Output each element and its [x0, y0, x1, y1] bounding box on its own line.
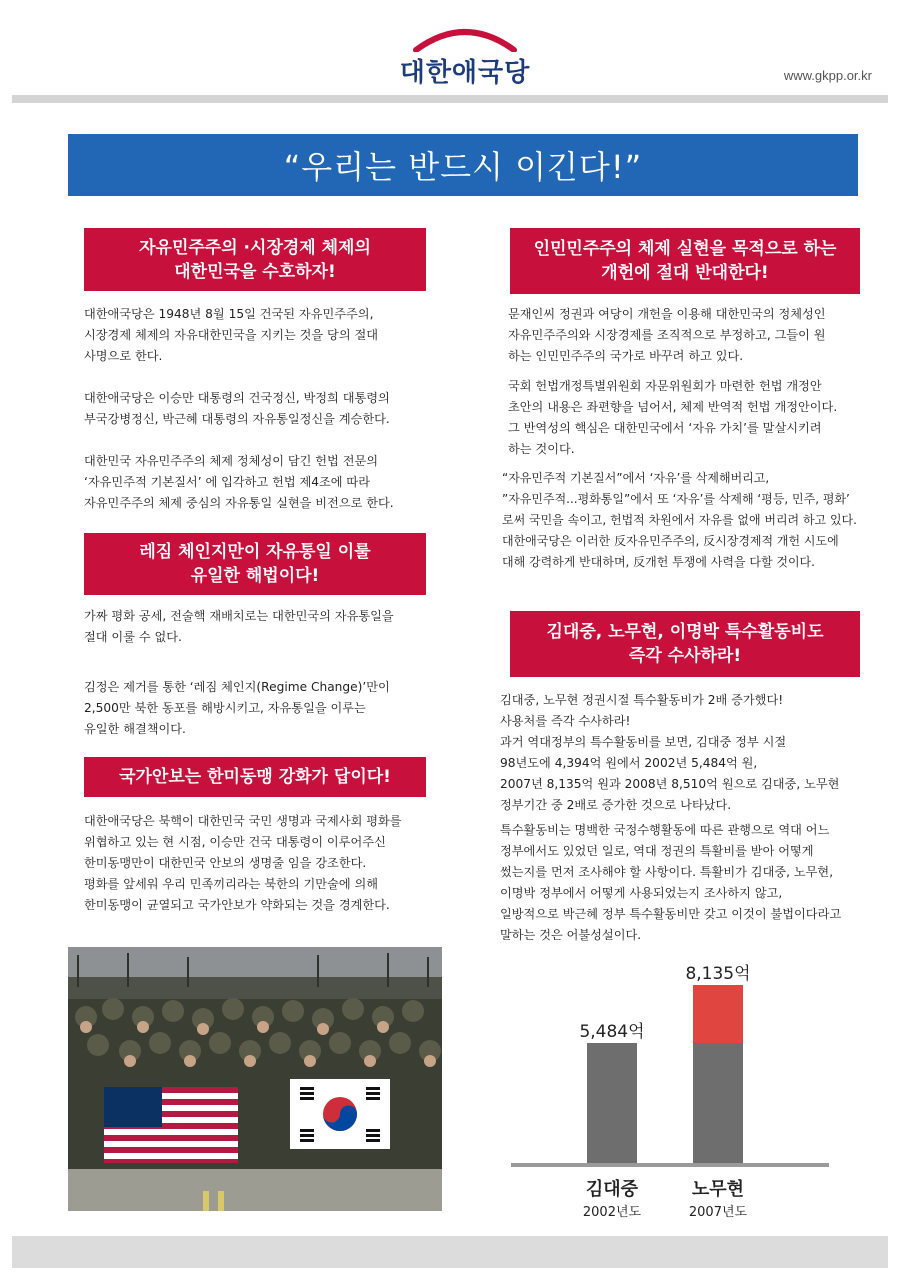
text-line: 이명박 정부에서 어떻게 사용되었는지 조사하지 않고,: [500, 886, 783, 900]
text-line: 98년도에 4,394억 원에서 2002년 5,484억 원,: [500, 756, 758, 770]
text-line: 하는 인민민주주의 국가로 바꾸려 하고 있다.: [508, 349, 744, 363]
text-line: 말하는 것은 어불성설이다.: [500, 928, 642, 942]
section-head-line: 자유민주주의 ·시장경제 체제의: [139, 237, 371, 258]
section-head-line: 레짐 체인지만이 자유통일 이룰: [139, 542, 371, 562]
text-line: 한미동맹이 균열되고 국가안보가 약화되는 것을 경계한다.: [84, 898, 390, 912]
text-line: 사명으로 한다.: [84, 349, 163, 363]
text-line: 2,500만 북한 동포를 해방시키고, 자유통일을 이루는: [84, 701, 366, 715]
paragraph: [500, 690, 839, 816]
text-line: 자유민주주의 체제 중심의 자유통일 실현을 비전으로 한다.: [84, 496, 394, 510]
text-line: 자유민주주의와 시장경제를 조직적으로 부정하고, 그들이 원: [508, 328, 826, 342]
text-line: 문재인씨 정권과 여당이 개헌을 이용해 대한민국의 정체성인: [508, 307, 826, 321]
paragraph: [500, 820, 841, 946]
category-label: 노무현: [691, 1179, 745, 1200]
text-line: 대한애국당은 북핵이 대한민국 국민 생명과 국제사회 평화를: [84, 814, 402, 828]
section-head-line: 인민민주주의 체제 실현을 목적으로 하는: [533, 239, 837, 259]
text-line: ‘자유민주적 기본질서’ 에 입각하고 헌법 제4조에 따라: [84, 475, 370, 489]
header-divider: [12, 95, 888, 103]
korea-flag-icon: [290, 1079, 390, 1149]
bar-increase-1: [693, 985, 743, 1043]
x-axis-line: [511, 1163, 829, 1167]
text-line: 정부기간 중 2배로 증가한 것으로 나타났다.: [500, 798, 732, 812]
bar-0: [587, 1043, 637, 1163]
soldiers-flags-photo: [68, 947, 442, 1211]
text-line: 정부에서도 있었던 일로, 역대 정권의 특활비를 받아 어떻게: [500, 844, 814, 858]
paragraph: [84, 388, 390, 430]
text-line: 과거 역대정부의 특수활동비를 보면, 김대중 정부 시절: [500, 735, 787, 749]
text-line: “자유민주적 기본질서”에서 ‘자유’를 삭제해버리고,: [502, 471, 770, 485]
photo-illustration: [68, 947, 442, 1211]
slogan-title: “우리는 반드시 이긴다!”: [283, 148, 643, 186]
section-head-line: 김대중, 노무현, 이명박 특수활동비도: [546, 622, 824, 642]
bar-value-label: 8,135억: [685, 964, 751, 984]
text-line: 대한애국당은 이승만 대통령의 건국정신, 박정희 대통령의: [84, 391, 390, 405]
logo-arc-icon: [412, 22, 518, 52]
section-head-liberal-democracy: [84, 228, 426, 291]
paragraph: [84, 451, 394, 514]
text-line: 절대 이룰 수 없다.: [84, 630, 182, 644]
text-line: 대한민국 자유민주주의 체제 정체성이 담긴 헌법 전문의: [84, 454, 379, 468]
text-line: 시장경제 체제의 자유대한민국을 지키는 것을 당의 절대: [84, 328, 379, 342]
footer-bar: [12, 1236, 888, 1268]
section-head-alliance: [84, 757, 426, 797]
section-head-line: 즉각 수사하라!: [628, 646, 742, 666]
logo-text: 대한애국당: [399, 58, 531, 88]
category-year-label: 2007년도: [688, 1205, 748, 1220]
text-line: 하는 것이다.: [508, 442, 575, 456]
section-head-line: 국가안보는 한미동맹 강화가 답이다!: [119, 767, 391, 787]
text-line: 한미동맹만이 대한민국 안보의 생명줄 임을 강조한다.: [84, 856, 367, 870]
text-line: 김정은 제거를 통한 ‘레짐 체인지(Regime Change)’만이: [84, 680, 390, 694]
section-head-line: 유일한 해법이다!: [190, 566, 320, 586]
paragraph: [84, 811, 402, 916]
section-head-regime-change: [84, 533, 426, 595]
text-line: 대한애국당은 1948년 8월 15일 건국된 자유민주주의,: [84, 307, 374, 321]
section-head-special-funds: [510, 611, 860, 677]
text-line: 부국강병정신, 박근혜 대통령의 자유통일정신을 계승한다.: [84, 412, 390, 426]
text-line: 일방적으로 박근혜 정부 특수활동비만 갖고 이것이 불법이다라고: [500, 907, 842, 921]
text-line: 대한애국당은 이러한 反자유민주주의, 反시장경제적 개헌 시도에: [502, 534, 839, 548]
party-logo[interactable]: [390, 22, 540, 92]
page-header: [0, 0, 900, 104]
text-line: 위협하고 있는 현 시점, 이승만 건국 대통령이 이루어주신: [84, 835, 386, 849]
text-line: 국회 헌법개정특별위원회 자문위원회가 마련한 헌법 개정안: [508, 379, 822, 393]
bar-value-label: 5,484억: [579, 1022, 645, 1042]
text-line: 2007년 8,135억 원과 2008년 8,510억 원으로 김대중, 노무현: [500, 777, 840, 791]
paragraph: [84, 304, 378, 367]
text-line: 가짜 평화 공세, 전술핵 재배치로는 대한민국의 자유통일을: [84, 609, 394, 623]
text-line: ”자유민주적...평화통일”에서 또 ‘자유’를 삭제해 ‘평등, 민주, 평화’: [502, 492, 850, 506]
text-line: 그 반역성의 핵심은 대한민국에서 ‘자유 가치’를 말살시키려: [508, 421, 822, 435]
us-flag-icon: [104, 1087, 238, 1163]
special-funds-bar-chart: [505, 955, 845, 1225]
text-line: 대해 강력하게 반대하며, 反개헌 투쟁에 사력을 다할 것이다.: [502, 555, 815, 569]
section-head-line: 대한민국을 수호하자!: [174, 261, 336, 282]
bar-1: [693, 1043, 743, 1163]
paragraph: [508, 304, 826, 367]
section-head-constitution: [510, 228, 860, 294]
text-line: 특수활동비는 명백한 국정수행활동에 따른 관행으로 역대 어느: [500, 823, 830, 837]
section-head-line: 개헌에 절대 반대한다!: [601, 263, 769, 283]
paragraph: [84, 606, 394, 648]
paragraph: [508, 376, 837, 460]
text-line: 썼는지를 먼저 조사해야 할 사항이다. 특활비가 김대중, 노무현,: [500, 865, 834, 879]
text-line: 사용처를 즉각 수사하라!: [500, 714, 631, 728]
text-line: 초안의 내용은 좌편향을 넘어서, 체제 반역적 헌법 개정안이다.: [508, 400, 838, 414]
text-line: 김대중, 노무현 정권시절 특수활동비가 2배 증가했다!: [500, 693, 784, 707]
text-line: 유일한 해결책이다.: [84, 722, 186, 736]
slogan-banner: [68, 134, 858, 196]
category-year-label: 2002년도: [582, 1205, 642, 1220]
paragraph: [502, 468, 857, 573]
category-label: 김대중: [585, 1179, 639, 1200]
site-url[interactable]: www.gkpp.or.kr: [783, 68, 872, 83]
text-line: 로써 국민을 속이고, 헌법적 차원에서 자유를 없애 버리려 하고 있다.: [502, 513, 857, 527]
text-line: 평화를 앞세워 우리 민족끼리라는 북한의 기만술에 의해: [84, 877, 379, 891]
paragraph: [84, 677, 390, 740]
